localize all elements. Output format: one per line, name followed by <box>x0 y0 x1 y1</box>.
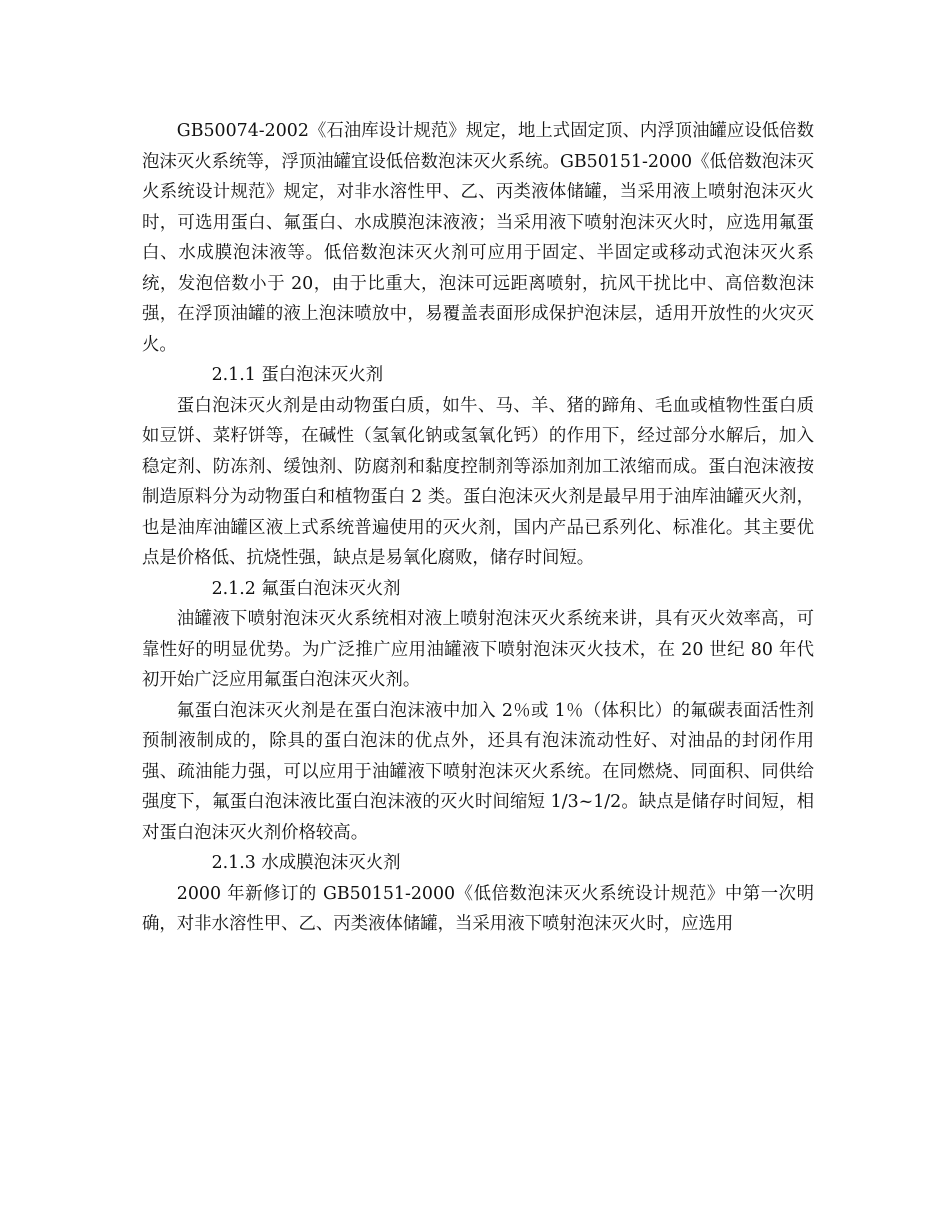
paragraph-protein-foam: 蛋白泡沫灭火剂是由动物蛋白质，如牛、马、羊、猪的蹄角、毛血或植物性蛋白质如豆饼、菜籽饼等，在碱性（氢氧化钠或氢氧化钙）的作用下，经过部分水解后，加入稳定剂、防冻剂、缓蚀剂、防腐剂和黏度控制剂等添加剂加工浓缩而成。蛋白泡沫液按制造原料分为动物蛋白和植物蛋白 2 类。蛋白泡沫灭火剂是最早用于油库油罐灭火剂，也是油库油罐区液上式系统普遍使用的灭火剂，国内产品已系列化、标准化。其主要优点是价格低、抗烧性强，缺点是易氧化腐败，储存时间短。 <box>142 395 814 568</box>
paragraph-low-expansion-foam: GB50074-2002《石油库设计规范》规定，地上式固定顶、内浮顶油罐应设低倍数泡沫灭火系统等，浮顶油罐宜设低倍数泡沫灭火系统。GB50151-2000《低倍数泡沫灭火系统设计规范》规定，对非水溶性甲、乙、丙类液体储罐，当采用液上喷射泡沫灭火时，可选用蛋白、氟蛋白、水成膜泡沫液液；当采用液下喷射泡沫灭火时，应选用氟蛋白、水成膜泡沫液等。低倍数泡沫灭火剂可应用于固定、半固定或移动式泡沫灭火系统，发泡倍数小于 20，由于比重大，泡沫可远距离喷射，抗风干扰比中、高倍数泡沫强，在浮顶油罐的液上泡沫喷放中，易覆盖表面形成保护泡沫层，适用开放性的火灾灭火。 <box>142 121 814 355</box>
paragraph-afff-foam: 2000 年新修订的 GB50151-2000《低倍数泡沫灭火系统设计规范》中第一次明确，对非水溶性甲、乙、丙类液体储罐，当采用液下喷射泡沫灭火时，应选用 <box>142 883 814 934</box>
section-heading-2-1-1: 2.1.1 蛋白泡沫灭火剂 <box>211 365 384 385</box>
document-body <box>142 116 814 940</box>
paragraph-fluoroprotein-foam: 氟蛋白泡沫灭火剂是在蛋白泡沫液中加入 2％或 1％（体积比）的氟碳表面活性剂预制液制成的，除具的蛋白泡沫的优点外，还具有泡沫流动性好、对油品的封闭作用强、疏油能力强，可以应用于油罐液下喷射泡沫灭火系统。在同燃烧、同面积、同供给强度下，氟蛋白泡沫液比蛋白泡沫液的灭火时间缩短 1/3~1/2。缺点是储存时间短，相对蛋白泡沫灭火剂价格较高。 <box>142 700 814 843</box>
paragraph-subsurface-injection: 油罐液下喷射泡沫灭火系统相对液上喷射泡沫灭火系统来讲，具有灭火效率高，可靠性好的明显优势。为广泛推广应用油罐液下喷射泡沫灭火技术，在 20 世纪 80 年代初开始广泛应用氟蛋白泡沫灭火剂。 <box>142 609 814 690</box>
section-heading-2-1-3: 2.1.3 水成膜泡沫灭火剂 <box>211 853 401 873</box>
section-heading-2-1-2: 2.1.2 氟蛋白泡沫灭火剂 <box>211 578 401 599</box>
